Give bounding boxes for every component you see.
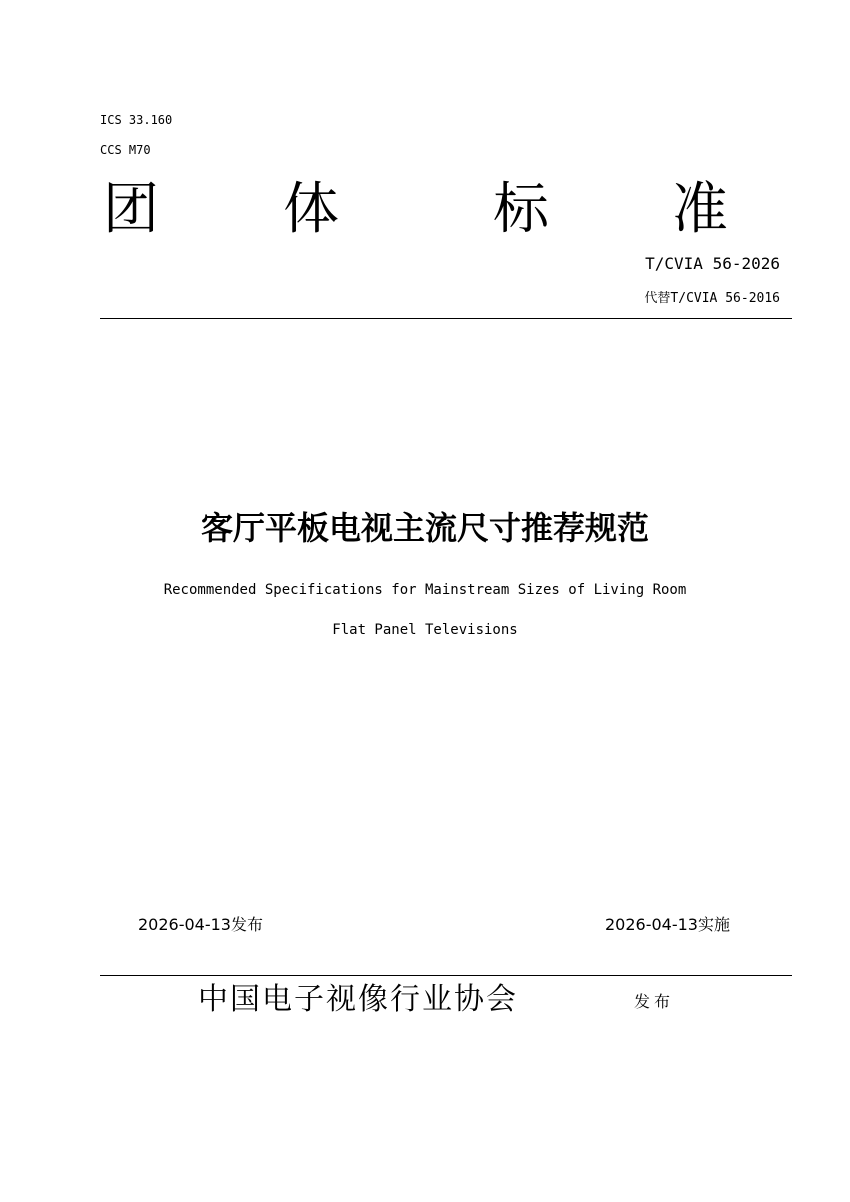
- ics-code: ICS 33.160: [100, 113, 173, 127]
- publish-date: 2026-04-13发布: [138, 915, 263, 934]
- standard-type-char-4: 准: [672, 177, 728, 242]
- replaces-standard: 代替T/CVIA 56-2016: [644, 291, 780, 306]
- document-title-english-line-2: Flat Panel Televisions: [332, 622, 518, 638]
- standard-type-char-1: 团: [103, 177, 159, 242]
- header-divider: [100, 318, 792, 319]
- document-title-chinese: 客厅平板电视主流尺寸推荐规范: [200, 509, 649, 547]
- issue-label: 发布: [634, 992, 675, 1011]
- document-title-english-line-1: Recommended Specifications for Mainstream Sizes of Living Room: [163, 582, 687, 598]
- implement-date: 2026-04-13实施: [605, 915, 730, 934]
- ccs-code: CCS M70: [100, 143, 151, 157]
- standard-type-char-2: 体: [283, 177, 339, 242]
- standard-type-char-3: 标: [493, 177, 549, 242]
- footer-divider: [100, 975, 792, 976]
- standard-number: T/CVIA 56-2026: [645, 254, 780, 273]
- issuing-organization: 中国电子视像行业协会: [198, 982, 518, 1017]
